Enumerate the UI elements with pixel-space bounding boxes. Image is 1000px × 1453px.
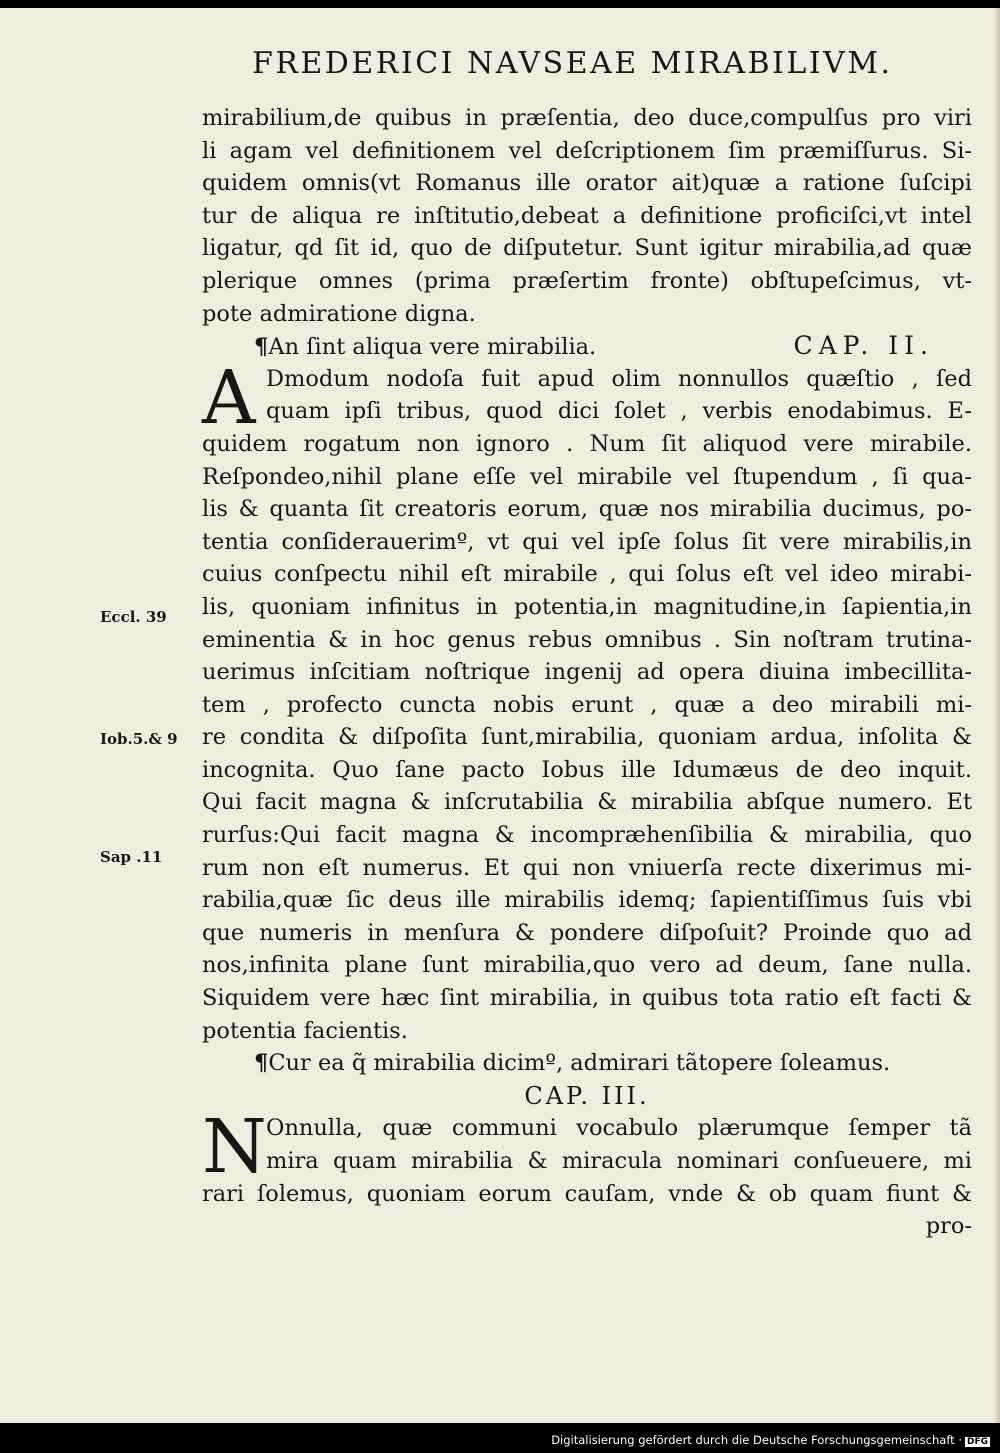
- text-line: nos,infinita plane ſunt mirabilia,quo vero ad deum, ſane nulla.: [202, 952, 972, 979]
- text-line: incognita. Quo ſane pacto Iobus ille Idumæus de deo inquit.: [202, 756, 972, 783]
- text-line: mirabilium,de quibus in præſentia, deo duce,compulſus pro viri: [202, 105, 972, 131]
- text-line: eminentia & in hoc genus rebus omnibus . Sin noſtram trutina-: [202, 626, 972, 653]
- text-line: lis, quoniam infinitus in potentia,in magnitudine,in ſapientia,in: [202, 593, 972, 620]
- text-line: Dmodum nodoſa fuit apud olim nonnullos quæſtio , ſed: [266, 365, 972, 392]
- text-line: potentia facientis.: [202, 1017, 408, 1044]
- initial-letter-a: A: [202, 354, 256, 441]
- chapter-2-title-text: An ſint aliqua vere mirabilia.: [268, 334, 597, 361]
- book-page: [0, 8, 1000, 1423]
- running-head: FREDERICI NAVSEAE MIRABILIVM.: [252, 46, 893, 81]
- page-body: [202, 102, 972, 1243]
- text-line: ligatur, qd ſit id, quo de diſputetur. Sunt igitur mirabilia,ad quæ: [202, 235, 972, 262]
- text-line: quidem omnis(vt Romanus ille orator ait)quæ a ratione ſuſcipi: [202, 170, 972, 197]
- text-line: lis & quanta ſit creatoris eorum, quæ nos mirabilia ducimus, po-: [202, 496, 972, 523]
- text-line: uerimus inſcitiam noſtrique ingenij ad opera diuina imbecillita-: [202, 659, 972, 686]
- text-line: Siquidem vere hæc ſint mirabilia, in quibus tota ratio eſt facti &: [202, 985, 972, 1012]
- text-line: re condita & diſpoſita ſunt,mirabilia, quoniam ardua, inſolita &: [202, 724, 972, 751]
- initial-letter-n: N: [202, 1104, 267, 1191]
- text-line: rum non eſt numerus. Et qui non vniuerſa recte dixerimus mi-: [202, 854, 972, 881]
- dfg-logo: DFG: [966, 1437, 988, 1447]
- chapter-2-paragraph: [202, 354, 972, 1047]
- text-line: tem , profecto cuncta nobis erunt , quæ a deo mirabili mi-: [202, 691, 972, 718]
- catchword: pro-: [925, 1213, 972, 1240]
- chapter-3-title: Cur ea q̃ mirabilia dicimº, admirari tãtopere ſoleamus.: [268, 1050, 891, 1077]
- pilcrow-mark: ¶: [254, 334, 269, 361]
- chapter-2-label: CAP. II.: [793, 331, 934, 361]
- margin-note-sap: Sap .11: [100, 848, 163, 866]
- chapter-2-title: [254, 331, 596, 363]
- text-line: quidem rogatum non ignoro . Num ſit aliquod vere mirabile.: [202, 430, 972, 457]
- margin-note-iob: Iob.5.& 9: [100, 730, 178, 748]
- chapter-3-label: CAP. III.: [524, 1081, 650, 1110]
- chapter-3-heading: [202, 1047, 972, 1080]
- digitization-footer: [551, 1433, 990, 1447]
- margin-note-eccl: Eccl. 39: [100, 608, 167, 626]
- text-line: rari ſolemus, quoniam eorum cauſam, vnde & ob quam fiunt &: [202, 1180, 972, 1207]
- text-line: Reſpondeo,nihil plane eſſe vel mirabile vel ſtupendum , ſi qua-: [202, 463, 972, 490]
- intro-paragraph: [202, 102, 972, 330]
- text-line: pote admiratione digna.: [202, 300, 476, 327]
- pilcrow-mark: ¶: [254, 1050, 269, 1077]
- text-line: rurſus:Qui facit magna & incompræhenſibilia & mirabilia, quo: [202, 822, 972, 849]
- page-edge-shadow: [994, 8, 1000, 1423]
- text-line: rabilia,quæ ſic deus ille mirabilis idemq; ſapientiſſimus ſuis vbi: [202, 887, 972, 914]
- text-line: li agam vel definitionem vel deſcriptionem ſim præmiſſurus. Si-: [202, 137, 972, 164]
- footer-text: Digitalisierung gefördert durch die Deutsche Forschungsgemeinschaft ·: [551, 1433, 962, 1447]
- text-line: mira quam mirabilia & miracula nominari conſueuere, mi: [266, 1148, 972, 1174]
- text-line: que numeris in menſura & pondere diſpoſuit? Proinde quo ad: [202, 919, 972, 946]
- text-line: Onnulla, quæ communi vocabulo plærumque ſemper tã: [266, 1115, 972, 1142]
- text-line: cuius conſpectu nihil eſt mirabile , qui ſolus eſt vel ideo mirabi-: [202, 561, 972, 588]
- text-line: tur de aliqua re inſtitutio,debeat a definitione proficiſci,vt intel: [202, 202, 972, 229]
- chapter-3-paragraph: [202, 1104, 972, 1242]
- text-line: tentia conſiderauerimº, vt qui vel ipſe ſolus ſit vere mirabilis,in: [202, 528, 972, 555]
- chapter-2-heading: [202, 330, 972, 363]
- text-line: quam ipſi tribus, quod dici ſolet , verbis enodabimus. E-: [266, 398, 972, 425]
- text-line: Qui facit magna & inſcrutabilia & mirabilia abſque numero. Et: [202, 789, 972, 816]
- text-line: plerique omnes (prima præſertim fronte) obſtupeſcimus, vt-: [202, 267, 972, 294]
